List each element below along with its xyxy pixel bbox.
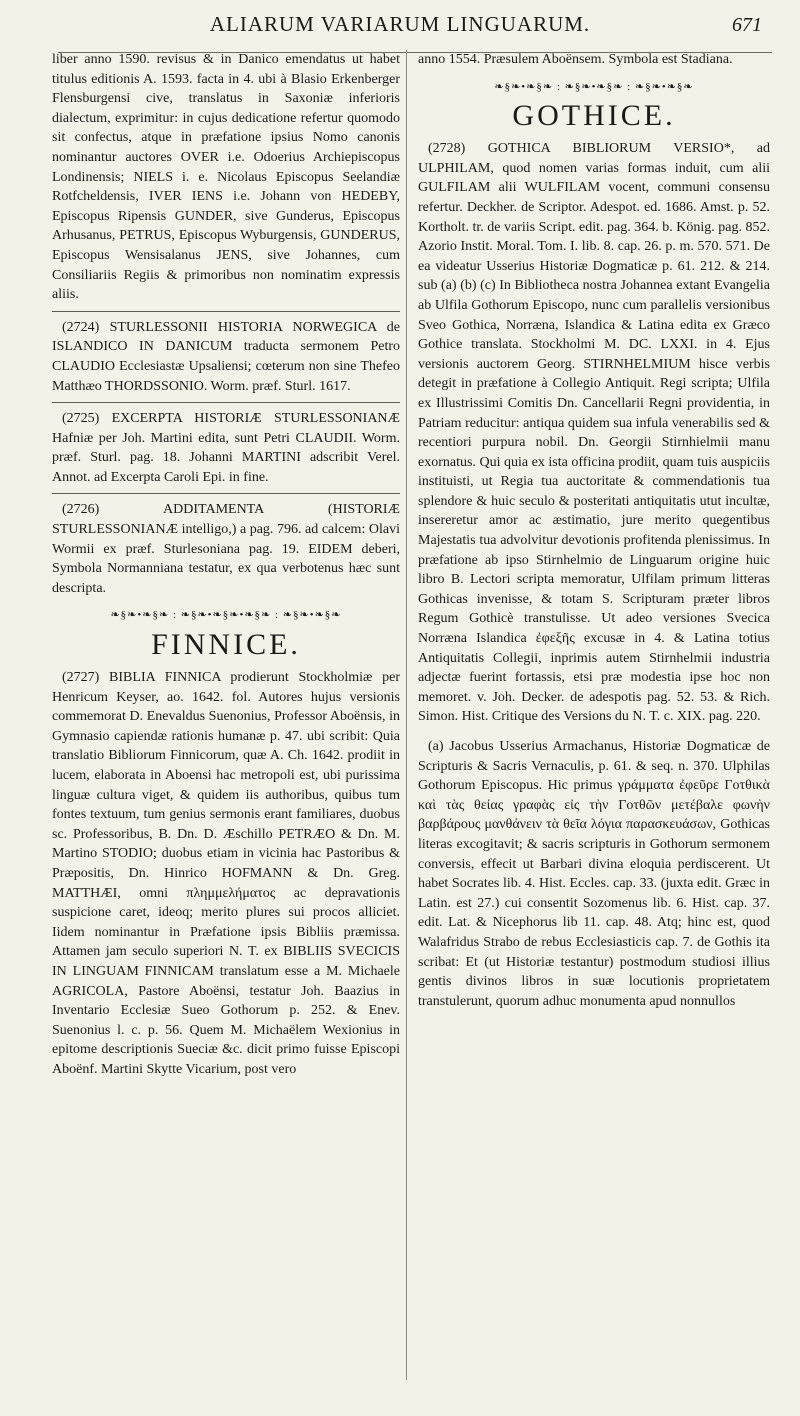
continued-paragraph: anno 1554. Præsulem Aboënsem. Symbola est Stadiana. [418, 52, 733, 67]
entry-2725: (2725) EXCERPTA HISTORIÆ STURLESSONIANÆ Hafniæ per Joh. Martini edita, sunt Petri CLAUDII. Worm. præf. Sturl. pag. 18. Johanni MARTINI adscribit Verel. Annot. ad Excerpta Caroli Epi. in fine. [52, 411, 400, 485]
column-divider [406, 50, 407, 1380]
entry-rule [52, 493, 400, 494]
right-column [418, 50, 770, 1011]
section-heading-finnice: FINNICE. [151, 628, 301, 662]
page-header [0, 10, 800, 44]
section-heading-gothice: GOTHICE. [512, 99, 676, 133]
entry-2724: (2724) STURLESSONII HISTORIA NORWEGICA de ISLANDICO IN DANICUM traducta sermonem Petro CLAUDIO Ecclesiastæ Upsaliensi; cœterum non sine Thefeo Matthæo THORDSSONIO. Worm. præf. Sturl. 1617. [52, 319, 400, 394]
page-number: 671 [732, 14, 762, 36]
left-column [52, 50, 400, 1083]
entry-2728: (2728) GOTHICA BIBLIORUM VERSIO*, ad ULPHILAM, quod nomen varias formas induit, cum alii GULFILAM alii WULFILAM vocent, communi consensu refertur. Deckher. de Scriptor. Adespot. ed. 1686. Amst. p. 52. Kortholt. tr. de variis Script. edit. pag. 364. b. König. pag. 852. Azorio Instit. Moral. Tom. I. lib. 8. cap. 26. p. m. 570. 571. De ea videatur Usserius Historiæ Dogmaticæ p. 61. 212. & 214. sub (a) (b) (c) In Bibliotheca nostra Johannea extant Evangelia ab Ulfila Gothorum Episcopo, nunc cum parallelis versionibus Sveo Gothica, Norræna, Islandica & Latina edita ex Græco Gothice translata. Stockholmi M. DC. LXXI. in 4. Ejus versionis auctorem Georg. STIRNHELMIUM hisce verbis detegit in præfatione à Collegio Antiquit. Regi scripta; Ulfila ex Illustrissimi Comitis Dn. Cancellarii Regni providentia, in Patriam reducitur: antiqua quidem sua infula venerabilis sed & recentiori purpura nobil. Dn. Georgii Stirnhielmii manu exornatus. Qui quia ex ista officina prodiit, quam tuis auspiciis instituisti, ut Regia tua auctoritate & commendationis tua splendore & huic seculo & posteritati antiquitatis utut incultæ, insereretur amor ac æstimatio, jure merito quegentibus Majestatis tua advolvitur devotionis profitenda plenissimus. In præfatione ab ipso Stirnhelmio de Linguarum origine huic libro B. Lectori scripta memoratur, Ulfilam primum litteras Gothicas invenisse, & totam S. Scripturam præter libros Regum Gothicè transtulisse. Ut adeo versiones Svecica Norræna Islandica ἐφεξῆς excusæ in 4. & Latina totius Antiquitatis Collegii, inprimis autem Stirnhelmii industria adjectæ fuerint fortassis, etsi præ modestia ipse hoc non memoret. v. Joh. Decker. de adespotis pag. 52. 53. & Rich. Simon. Hist. Critique des Versions du N. T. c. XIX. pag. 220. [418, 141, 770, 725]
continued-paragraph: liber anno 1590. revisus & in Danico emendatus ut habet titulus editionis A. 1593. facta in 4. ubi à Blasio Erkenberger Flensburgensi cive, translatus in Saxoniæ inferioris dialectum, exprimitur: in cujus dedicatione refertur quomodo sit confectus, atque in præfatione ipsius Nomo canonis nominantur auctores OVER i.e. Odoerius Archiepiscopus Londinensis; NIELS i. e. Nicolaus Episcopus Seelandiæ Rotfcheldensis, IVER IENS i.e. Johann von HEDEBY, Episcopus Ripensis GUNDER, sive Gunderus, Episcopus Arhusanus, PETRUS, Episcopus Wyburgensis, GUNDERUS, Episcopus Wensisalanus JENS, sive Johannes, cum Consiliariis Regiis & primoribus non nominatim expressis aliis. [52, 52, 400, 303]
ornament-divider: ❧§❧•❧§❧ : ❧§❧•❧§❧•❧§❧ : ❧§❧•❧§❧ [110, 609, 342, 622]
ornament-divider: ❧§❧•❧§❧ : ❧§❧•❧§❧ : ❧§❧•❧§❧ [494, 80, 694, 93]
entry-2727: (2727) BIBLIA FINNICA prodierunt Stockholmiæ per Henricum Keyser, ao. 1642. fol. Autores hujus versionis commemorat D. Enevaldus Suenonius, Professor Aboënsis, in Gymnasio capiendæ rationis humanæ p. 47. ubi scribit: Quia translatio Bibliorum Finnicorum, quæ A. Ch. 1642. prodiit in lucem, elaborata in Aboensi hac metropoli est, ubi purissima linguæ cultura viget, & quidem iis authoribus, quibus tum fontes textuum, tum genius sermonis erant familiares, duobus sc. Professoribus, B. Dn. D. Æschillo PETRÆO & Dn. M. Martino STODIO; duobus etiam in vicinia hac Pastoribus & Præpositis, Dn. Hinrico HOFMANN & Dn. Greg. MATTHÆI, omni πλημμελήματος ac depravationis suspicione caret, ideoq; merito plures sui procos alliciet. Iidem nominantur in Præfatione ipsis Bibliis præmissa. Attamen jam seculo superiori N. T. ex BIBLIIS SVECICIS IN LINGUAM FINNICAM translatum esse a M. Michaele AGRICOLA, Pastore Aboënsi, testatur Joh. Baazius in Inventario Ecclesiæ Sueo Gothorum p. 252. & Enev. Suenonius l. c. p. 56. Quem M. Michaëlem Wexionius in epitome descriptionis Sueciæ &c. dicit primo fuisse Episcopi Aboënf. Martini Skytte Vicarium, post vero [52, 670, 400, 1077]
entry-2726: (2726) ADDITAMENTA (HISTORIÆ STURLESSONIANÆ intelligo,) a pag. 796. ad calcem: Olavi Wormii ex præf. Sturlesoniana pag. 19. EIDEM deberi, Symbola Normanniana testatur, ex qua verbotenus hæc sunt descripta. [52, 502, 400, 596]
running-title: ALIARUM VARIARUM LINGUARUM. [209, 12, 591, 36]
entry-rule [52, 402, 400, 403]
entry-rule [52, 311, 400, 312]
footnote-a: (a) Jacobus Usserius Armachanus, Historiæ Dogmaticæ de Scripturis & Sacris Vernaculis, p. 61. & seq. n. 370. Ulphilas Gothorum Episcopus. Hic primus γράμματα ἐφεῦρε Γοτθικὰ καὶ τὰς θείας γραφὰς εἰς τὴν Γοτθῶν μετέβαλε φωνὴν βαρβάρους μανθάνειν τὰ θεῖα λόγια παρασκευάσων, Gothicas literas excogitavit; & sacris scripturis in Gothorum sermonem conversis, effecit ut Barbari divina eloquia perdiscerent. Ut habet Socrates lib. 4. Hist. Eccles. cap. 33. (juxta edit. Græc in Latin. est 27.) cui consentit Sozomenus lib. 6. Hist. cap. 37. edit. Lat. & Nicephorus lib 11. cap. 48. Atq; hinc est, quod Walafridus Strabo de rebus Ecclesiasticis cap. 7. de Gothis ita scribat: Et (ut Historiæ testantur) postmodum studiosi illius gentis divinos libros in suæ locutionis proprietatem transtulerunt, quorum adhuc monumenta apud nonnullos [418, 739, 770, 1009]
